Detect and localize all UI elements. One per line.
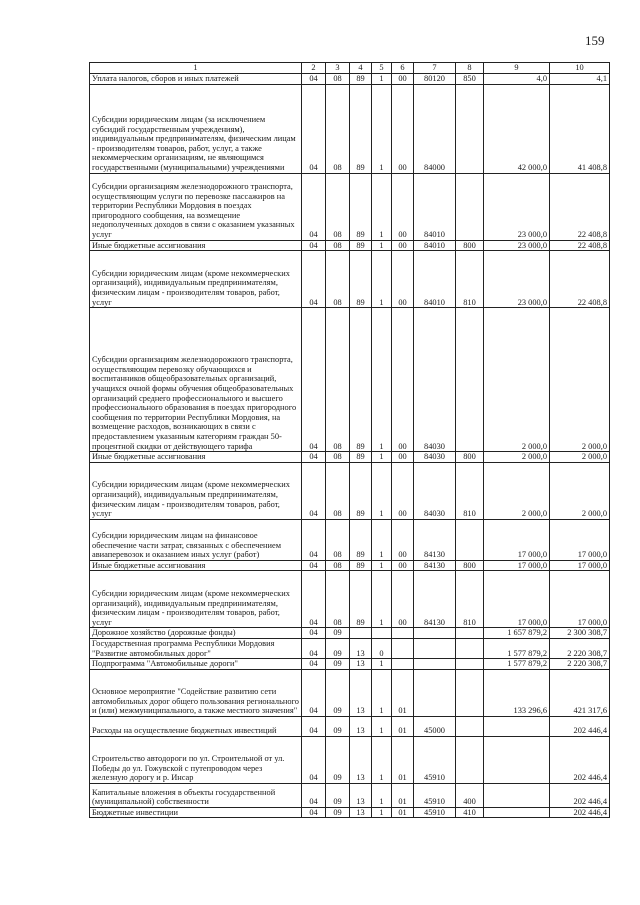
cell-c3: 09 (326, 807, 350, 818)
cell-c5 (372, 628, 392, 639)
cell-c6: 01 (392, 736, 414, 783)
cell-c5: 1 (372, 84, 392, 173)
cell-c9: 17 000,0 (484, 560, 550, 571)
header-cell: 1 (90, 63, 302, 74)
cell-c5: 1 (372, 251, 392, 308)
cell-c3: 09 (326, 628, 350, 639)
header-cell: 10 (550, 63, 610, 74)
row-description: Субсидии юридическим лицам на финансовое обеспечение части затрат, связанных с обеспечением авиаперевозок и оказанием иных услуг (работ) (90, 519, 302, 560)
cell-c4: 89 (350, 571, 372, 628)
row-description: Иные бюджетные ассигнования (90, 452, 302, 463)
cell-c4: 89 (350, 251, 372, 308)
row-description: Субсидии юридическим лицам (за исключением субсидий государственным учреждениям), индивидуальным предпринимателям, физическим лицам - производителям товаров, работ, услуг, а также некоммерческим организациям, не являющимся государственными (муниципальными) учреждениями (90, 84, 302, 173)
header-cell: 2 (302, 63, 326, 74)
cell-c5: 1 (372, 308, 392, 452)
table-row (90, 638, 610, 658)
cell-c8: 800 (456, 452, 484, 463)
table-row (90, 659, 610, 670)
cell-c9: 17 000,0 (484, 519, 550, 560)
table-row (90, 452, 610, 463)
cell-c4: 13 (350, 807, 372, 818)
table-row (90, 240, 610, 251)
cell-c4: 13 (350, 638, 372, 658)
cell-c2: 04 (302, 84, 326, 173)
cell-c6: 00 (392, 251, 414, 308)
cell-c6: 00 (392, 84, 414, 173)
cell-c3: 08 (326, 571, 350, 628)
table-row (90, 74, 610, 85)
cell-c6: 00 (392, 571, 414, 628)
cell-c4: 89 (350, 308, 372, 452)
cell-c7: 84130 (414, 560, 456, 571)
cell-c7: 84030 (414, 462, 456, 519)
cell-c7: 45910 (414, 783, 456, 807)
table-row (90, 628, 610, 639)
cell-c2: 04 (302, 173, 326, 240)
cell-c6: 00 (392, 173, 414, 240)
cell-c10: 202 446,4 (550, 783, 610, 807)
row-description: Субсидии юридическим лицам (кроме некоммерческих организаций), индивидуальным предпринимателям, физическим лицам - производителям товаров, работ, услуг (90, 462, 302, 519)
cell-c5: 1 (372, 452, 392, 463)
cell-c2: 04 (302, 628, 326, 639)
cell-c2: 04 (302, 783, 326, 807)
cell-c3: 08 (326, 308, 350, 452)
header-cell: 3 (326, 63, 350, 74)
cell-c4: 13 (350, 783, 372, 807)
cell-c3: 08 (326, 452, 350, 463)
header-cell: 8 (456, 63, 484, 74)
cell-c7 (414, 669, 456, 716)
cell-c2: 04 (302, 74, 326, 85)
cell-c6: 00 (392, 462, 414, 519)
row-description: Капитальные вложения в объекты государственной (муниципальной) собственности (90, 783, 302, 807)
header-cell: 5 (372, 63, 392, 74)
cell-c10: 22 408,8 (550, 173, 610, 240)
cell-c3: 08 (326, 74, 350, 85)
cell-c9: 1 577 879,2 (484, 659, 550, 670)
cell-c7 (414, 638, 456, 658)
cell-c8 (456, 173, 484, 240)
cell-c9: 4,0 (484, 74, 550, 85)
cell-c9 (484, 783, 550, 807)
cell-c7: 80120 (414, 74, 456, 85)
cell-c6 (392, 628, 414, 639)
table-row (90, 519, 610, 560)
cell-c3: 09 (326, 659, 350, 670)
cell-c3: 08 (326, 173, 350, 240)
cell-c8 (456, 659, 484, 670)
cell-c4: 89 (350, 560, 372, 571)
cell-c4: 13 (350, 736, 372, 783)
cell-c3: 09 (326, 638, 350, 658)
cell-c2: 04 (302, 736, 326, 783)
cell-c7 (414, 628, 456, 639)
cell-c10: 17 000,0 (550, 560, 610, 571)
cell-c2: 04 (302, 452, 326, 463)
cell-c3: 09 (326, 736, 350, 783)
cell-c8: 850 (456, 74, 484, 85)
cell-c10: 17 000,0 (550, 571, 610, 628)
cell-c10: 22 408,8 (550, 251, 610, 308)
cell-c2: 04 (302, 669, 326, 716)
cell-c9: 133 296,6 (484, 669, 550, 716)
cell-c7: 84130 (414, 519, 456, 560)
cell-c6: 01 (392, 669, 414, 716)
row-description: Иные бюджетные ассигнования (90, 240, 302, 251)
cell-c4: 89 (350, 74, 372, 85)
cell-c9: 2 000,0 (484, 452, 550, 463)
cell-c3: 08 (326, 560, 350, 571)
cell-c8 (456, 669, 484, 716)
header-cell: 4 (350, 63, 372, 74)
row-description: Государственная программа Республики Мордовия "Развитие автомобильных дорог" (90, 638, 302, 658)
cell-c8: 810 (456, 462, 484, 519)
cell-c2: 04 (302, 251, 326, 308)
cell-c6: 00 (392, 240, 414, 251)
cell-c4: 13 (350, 716, 372, 736)
cell-c7: 45910 (414, 736, 456, 783)
table-row (90, 571, 610, 628)
row-description: Субсидии юридическим лицам (кроме некоммерческих организаций), индивидуальным предпринимателям, физическим лицам - производителям товаров, работ, услуг (90, 251, 302, 308)
cell-c4: 89 (350, 240, 372, 251)
row-description: Уплата налогов, сборов и иных платежей (90, 74, 302, 85)
cell-c8 (456, 736, 484, 783)
cell-c3: 08 (326, 84, 350, 173)
cell-c4 (350, 628, 372, 639)
cell-c9: 2 000,0 (484, 308, 550, 452)
cell-c5: 1 (372, 519, 392, 560)
cell-c5: 1 (372, 240, 392, 251)
cell-c7: 84030 (414, 452, 456, 463)
cell-c6: 00 (392, 560, 414, 571)
table-row (90, 736, 610, 783)
cell-c5: 1 (372, 659, 392, 670)
cell-c9: 42 000,0 (484, 84, 550, 173)
cell-c8: 810 (456, 251, 484, 308)
cell-c2: 04 (302, 659, 326, 670)
cell-c9 (484, 736, 550, 783)
table-row (90, 716, 610, 736)
cell-c9 (484, 807, 550, 818)
cell-c10: 421 317,6 (550, 669, 610, 716)
cell-c7: 45910 (414, 807, 456, 818)
cell-c4: 89 (350, 84, 372, 173)
table-row (90, 84, 610, 173)
cell-c8 (456, 84, 484, 173)
cell-c4: 89 (350, 462, 372, 519)
cell-c8: 810 (456, 571, 484, 628)
cell-c5: 0 (372, 638, 392, 658)
cell-c3: 08 (326, 251, 350, 308)
cell-c10: 2 300 308,7 (550, 628, 610, 639)
table-row (90, 173, 610, 240)
cell-c8 (456, 638, 484, 658)
cell-c7: 84030 (414, 308, 456, 452)
row-description: Субсидии организациям железнодорожного транспорта, осуществляющим перевозку обучающихся и воспитанников общеобразовательных организаций, учащихся очной формы обучения общеобразовательных организаций среднего профессионального и высшего профессионального образования в поездах пригородного сообщения по территории Республики Мордовия, на возмещение расходов, возникающих в связи с предоставлением указанным категориям граждан 50-процентной скидки от действующего тарифа (90, 308, 302, 452)
cell-c9: 23 000,0 (484, 240, 550, 251)
cell-c7: 84000 (414, 84, 456, 173)
cell-c8 (456, 628, 484, 639)
cell-c8: 800 (456, 560, 484, 571)
table-row (90, 669, 610, 716)
cell-c9: 23 000,0 (484, 251, 550, 308)
cell-c6: 01 (392, 807, 414, 818)
cell-c10: 17 000,0 (550, 519, 610, 560)
cell-c5: 1 (372, 462, 392, 519)
table-row (90, 308, 610, 452)
cell-c8: 800 (456, 240, 484, 251)
cell-c7: 45000 (414, 716, 456, 736)
header-cell: 9 (484, 63, 550, 74)
table-row (90, 560, 610, 571)
cell-c5: 1 (372, 783, 392, 807)
cell-c10: 202 446,4 (550, 807, 610, 818)
cell-c10: 22 408,8 (550, 240, 610, 251)
cell-c9: 1 577 879,2 (484, 638, 550, 658)
cell-c6: 01 (392, 716, 414, 736)
cell-c7: 84010 (414, 173, 456, 240)
cell-c3: 08 (326, 240, 350, 251)
cell-c6: 01 (392, 783, 414, 807)
cell-c3: 09 (326, 783, 350, 807)
cell-c5: 1 (372, 736, 392, 783)
cell-c9: 23 000,0 (484, 173, 550, 240)
cell-c8 (456, 308, 484, 452)
cell-c2: 04 (302, 638, 326, 658)
cell-c5: 1 (372, 173, 392, 240)
cell-c5: 1 (372, 560, 392, 571)
cell-c9: 1 657 879,2 (484, 628, 550, 639)
cell-c10: 41 408,8 (550, 84, 610, 173)
cell-c2: 04 (302, 240, 326, 251)
cell-c3: 09 (326, 716, 350, 736)
cell-c6: 00 (392, 74, 414, 85)
header-cell: 6 (392, 63, 414, 74)
cell-c6: 00 (392, 308, 414, 452)
cell-c2: 04 (302, 571, 326, 628)
cell-c7 (414, 659, 456, 670)
cell-c10: 202 446,4 (550, 736, 610, 783)
cell-c10: 4,1 (550, 74, 610, 85)
cell-c10: 2 000,0 (550, 308, 610, 452)
page-number: 159 (585, 33, 605, 48)
cell-c6 (392, 638, 414, 658)
cell-c2: 04 (302, 308, 326, 452)
row-description: Бюджетные инвестиции (90, 807, 302, 818)
cell-c6: 00 (392, 452, 414, 463)
cell-c10: 2 000,0 (550, 462, 610, 519)
cell-c9: 2 000,0 (484, 462, 550, 519)
cell-c6: 00 (392, 519, 414, 560)
cell-c5: 1 (372, 669, 392, 716)
row-description: Субсидии юридическим лицам (кроме некоммерческих организаций), индивидуальным предпринимателям, физическим лицам - производителям товаров, работ, услуг (90, 571, 302, 628)
cell-c7: 84010 (414, 251, 456, 308)
row-description: Дорожное хозяйство (дорожные фонды) (90, 628, 302, 639)
table-row (90, 462, 610, 519)
cell-c7: 84010 (414, 240, 456, 251)
table-row (90, 251, 610, 308)
cell-c3: 08 (326, 462, 350, 519)
cell-c2: 04 (302, 716, 326, 736)
cell-c3: 09 (326, 669, 350, 716)
header-row (90, 63, 610, 74)
cell-c2: 04 (302, 519, 326, 560)
row-description: Строительство автодороги по ул. Строительной от ул. Победы до ул. Гожувской с путепроводом через железную дорогу и р. Инсар (90, 736, 302, 783)
row-description: Субсидии организациям железнодорожного транспорта, осуществляющим услуги по перевозке пассажиров на территории Республики Мордовия в поездах пригородного сообщения, на возмещение недополученных доходов в связи с оказанием указанных услуг (90, 173, 302, 240)
cell-c10: 202 446,4 (550, 716, 610, 736)
table-row (90, 807, 610, 818)
cell-c5: 1 (372, 74, 392, 85)
cell-c4: 13 (350, 659, 372, 670)
cell-c3: 08 (326, 519, 350, 560)
cell-c10: 2 220 308,7 (550, 659, 610, 670)
cell-c4: 89 (350, 173, 372, 240)
row-description: Расходы на осуществление бюджетных инвестиций (90, 716, 302, 736)
cell-c9: 17 000,0 (484, 571, 550, 628)
table-row (90, 783, 610, 807)
cell-c10: 2 000,0 (550, 452, 610, 463)
cell-c5: 1 (372, 807, 392, 818)
cell-c9 (484, 716, 550, 736)
cell-c7: 84130 (414, 571, 456, 628)
cell-c5: 1 (372, 716, 392, 736)
cell-c2: 04 (302, 462, 326, 519)
cell-c5: 1 (372, 571, 392, 628)
cell-c8: 410 (456, 807, 484, 818)
cell-c4: 89 (350, 452, 372, 463)
cell-c8 (456, 716, 484, 736)
cell-c8 (456, 519, 484, 560)
row-description: Подпрограмма "Автомобильные дороги" (90, 659, 302, 670)
cell-c8: 400 (456, 783, 484, 807)
cell-c4: 13 (350, 669, 372, 716)
cell-c2: 04 (302, 560, 326, 571)
budget-table (89, 62, 610, 818)
cell-c4: 89 (350, 519, 372, 560)
cell-c10: 2 220 308,7 (550, 638, 610, 658)
row-description: Основное мероприятие "Содействие развитию сети автомобильных дорог общего пользования регионального и (или) межмуниципального, а также местного значения" (90, 669, 302, 716)
header-cell: 7 (414, 63, 456, 74)
cell-c6 (392, 659, 414, 670)
cell-c2: 04 (302, 807, 326, 818)
row-description: Иные бюджетные ассигнования (90, 560, 302, 571)
